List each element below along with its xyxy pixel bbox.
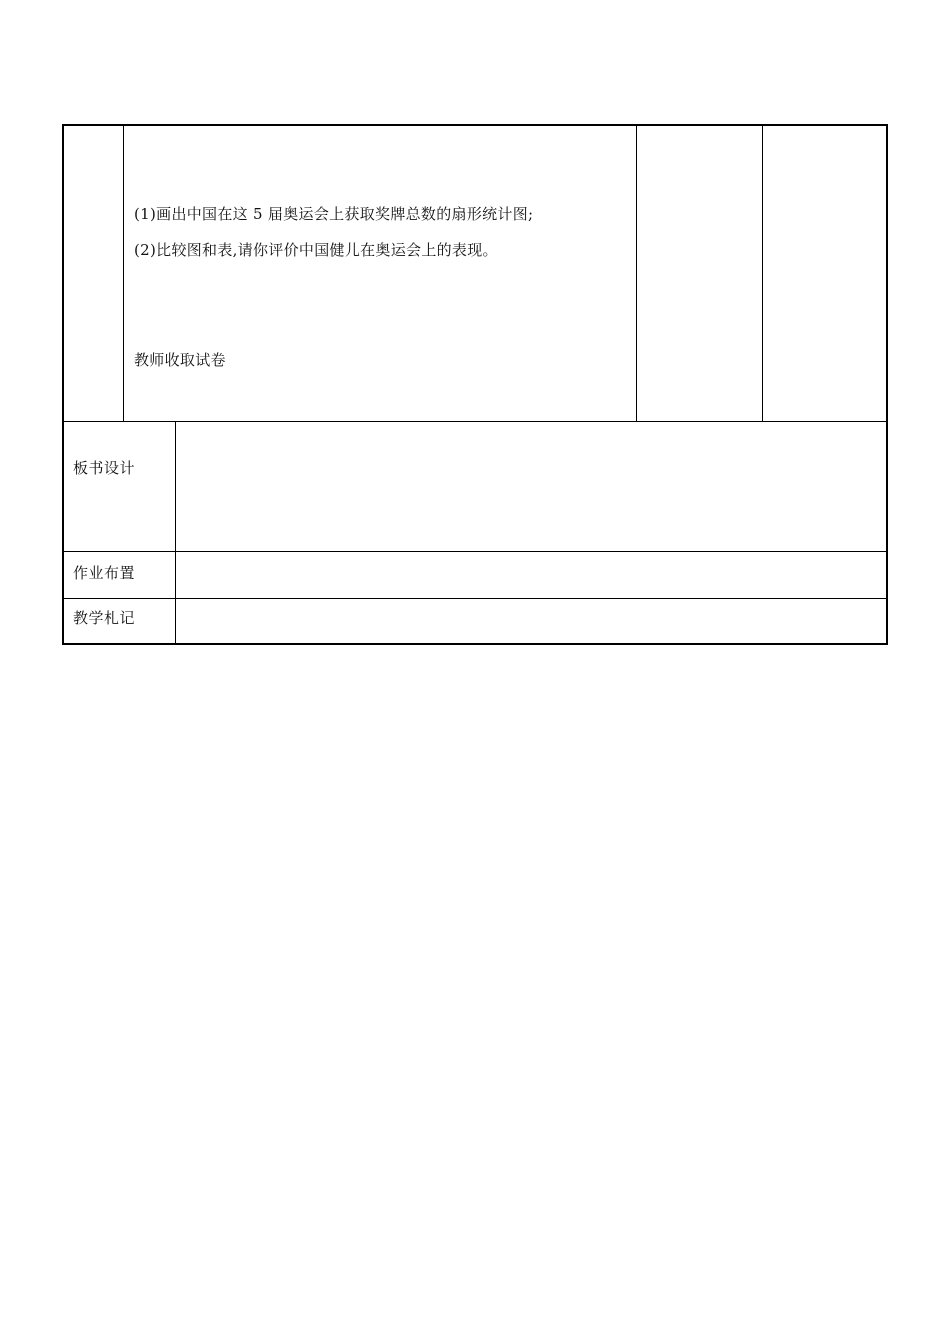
- board-design-content-cell: [176, 422, 886, 551]
- question-2-text: (2)比较图和表,请你评价中国健儿在奥运会上的表现。: [134, 241, 498, 259]
- student-activity-cell: [637, 126, 763, 421]
- teaching-notes-row: [64, 599, 886, 645]
- activity-row: [64, 126, 886, 422]
- lesson-plan-table: [62, 124, 888, 645]
- homework-content-cell: [176, 552, 886, 598]
- board-design-row: [64, 422, 886, 552]
- stage-cell: [64, 126, 124, 421]
- board-design-label: 板书设计: [73, 459, 136, 477]
- teacher-action-text: 教师收取试卷: [134, 351, 226, 369]
- question-1-text: (1)画出中国在这 5 届奥运会上获取奖牌总数的扇形统计图;: [134, 205, 534, 223]
- teaching-notes-label-cell: [64, 599, 176, 645]
- teaching-notes-label: 教学札记: [73, 609, 136, 627]
- homework-label: 作业布置: [73, 564, 136, 582]
- activity-content-cell: [124, 126, 637, 421]
- homework-label-cell: [64, 552, 176, 598]
- board-design-label-cell: [64, 422, 176, 551]
- teaching-notes-content-cell: [176, 599, 886, 645]
- design-intent-cell: [763, 126, 886, 421]
- homework-row: [64, 552, 886, 599]
